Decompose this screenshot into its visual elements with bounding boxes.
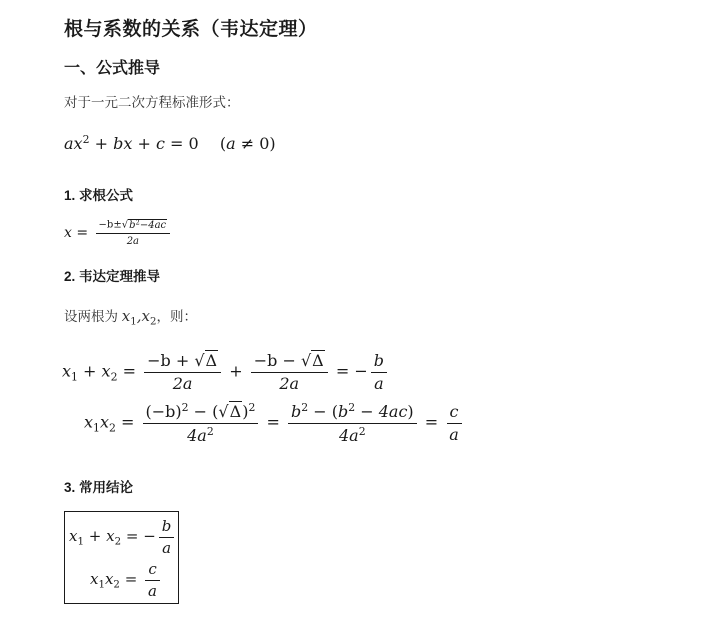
subheading-common-conclusions: 3. 常用结论 <box>64 480 134 495</box>
standard-form-equation: $ax^2$ + bx + c = 0 (a ≠ 0) <box>64 133 276 153</box>
conclusion-product: $x_1x_2$ = $\frac{c}{a}$ <box>90 561 163 599</box>
sum-of-roots-derivation: $x_1 + x_2$ = $\frac{-b + √\Delta}{2a}$ + $\frac{-b - √\Delta}{2a}$ = − $\frac{b}{a}$ <box>62 352 390 392</box>
product-of-roots-derivation: $x_1x_2$ = $\frac{(-b)^2 - (√\Delta)^2}{4a^2}$ = $\frac{b^2 - (b^2 - 4ac)}{4a^2}$ = $\frac{c}{a}$ <box>84 402 465 444</box>
subheading-vieta-derivation: 2. 韦达定理推导 <box>64 269 161 284</box>
roots-assumption-text: 设两根为 $x_1,x_2$，则： <box>64 307 197 328</box>
conclusion-sum: $x_1 + x_2$ = − $\frac{b}{a}$ <box>69 518 177 556</box>
section-heading-derivation: 一、公式推导 <box>64 60 161 77</box>
subheading-quadratic-formula: 1. 求根公式 <box>64 188 134 203</box>
quadratic-formula: x = $\frac{-b\pm√b^2-4ac}{2a}$ <box>64 219 173 247</box>
intro-text: 对于一元二次方程标准形式： <box>64 95 240 110</box>
quadratic-formula-fraction: $\frac{-b\pm√b^2-4ac}{2a}$ <box>96 219 171 247</box>
page-title: 根与系数的关系（韦达定理） <box>64 19 318 40</box>
conclusion-box <box>64 511 179 604</box>
